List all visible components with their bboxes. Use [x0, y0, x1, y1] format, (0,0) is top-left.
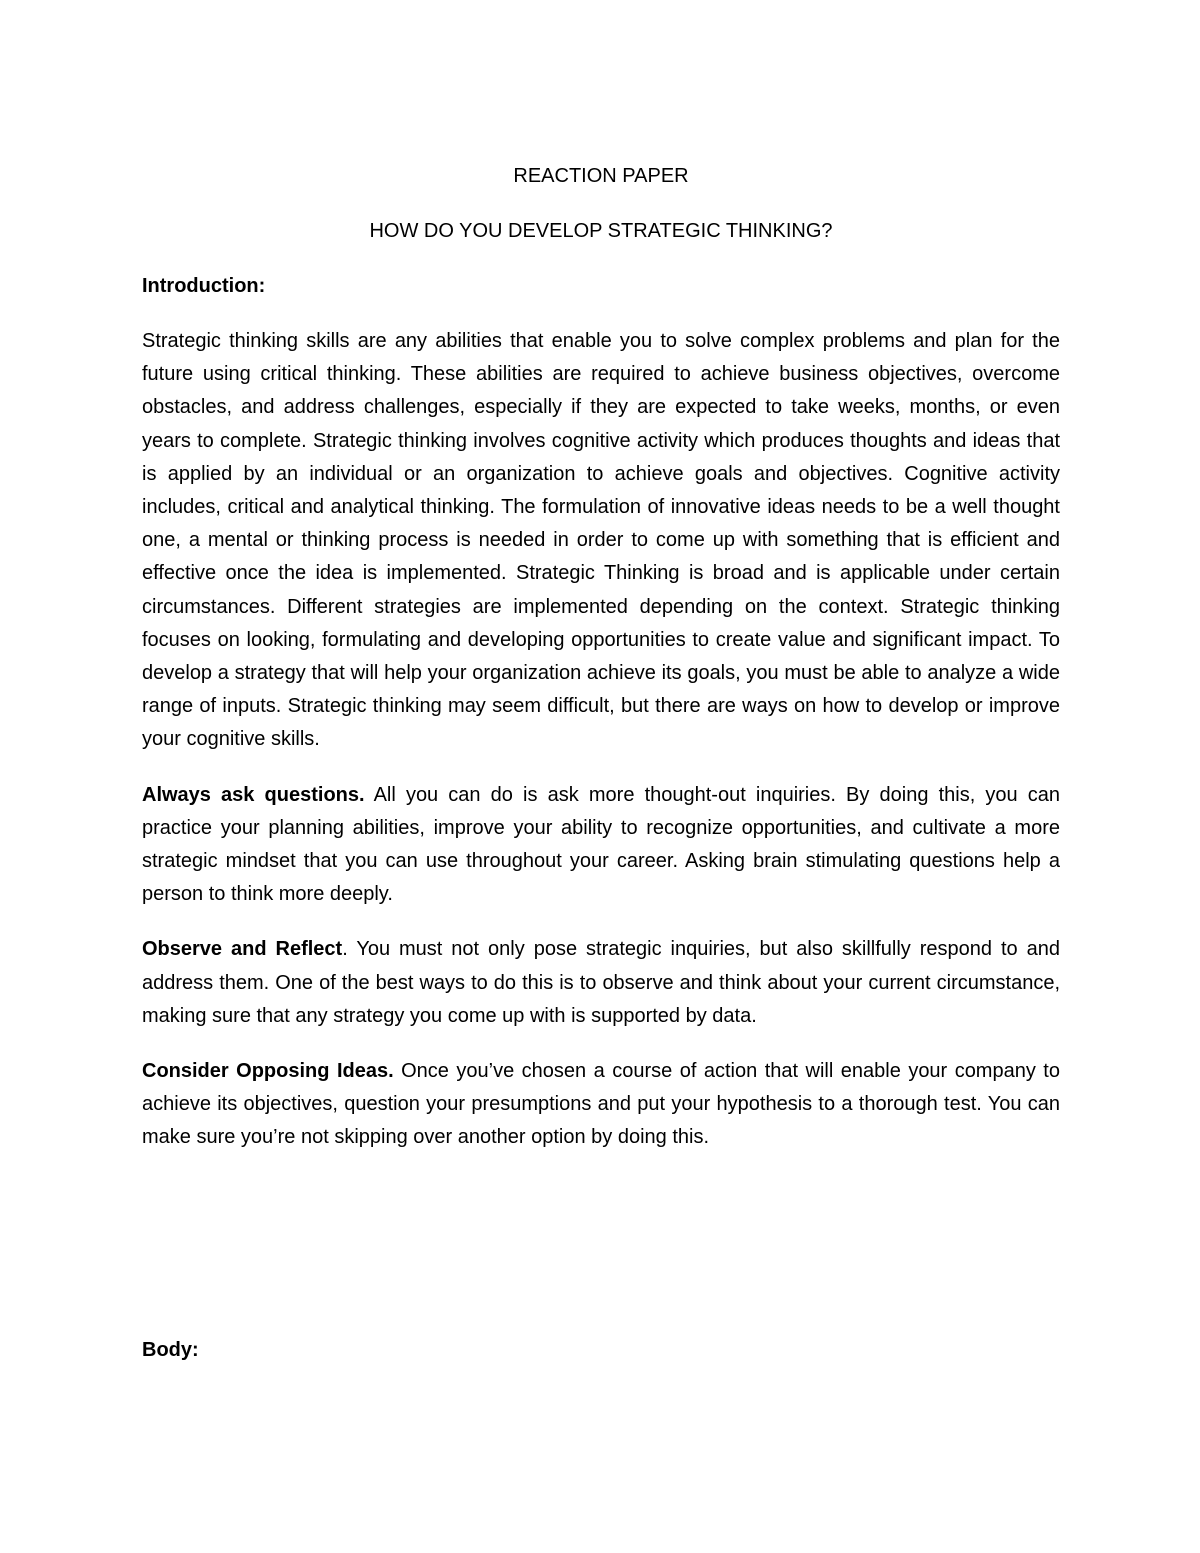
- body-label: Body:: [142, 1339, 199, 1361]
- section-text: . You must not only pose strategic inquiries, but also skillfully respond to and address them. One of the best ways to do this is to observe and think about your current circumstance, making sure that any strategy you come up with is supported by data.: [142, 938, 1060, 1027]
- document-title: REACTION PAPER: [513, 165, 689, 187]
- section-lead: Consider Opposing Ideas.: [142, 1060, 394, 1083]
- section-text: All you can do is ask more thought-out inquiries. By doing this, you can practice your planning abilities, improve your ability to recognize opportunities, and cultivate a more strategic mindset that you can use throughout your career. Asking brain stimulating questions help a person to think more deeply.: [142, 783, 1060, 906]
- section-paragraph-opposing-ideas: [142, 1055, 1060, 1155]
- introduction-label: Introduction:: [142, 275, 266, 297]
- document-content: [142, 160, 1060, 1155]
- section-lead: Always ask questions.: [142, 783, 365, 806]
- section-lead: Observe and Reflect: [142, 938, 343, 961]
- section-paragraph-observe-reflect: [142, 933, 1060, 1033]
- section-text: Once you’ve chosen a course of action that will enable your company to achieve its objectives, question your presumptions and put your hypothesis to a thorough test. You can make sure you’re not skipping over another option by doing this.: [142, 1060, 1060, 1149]
- document-subtitle: HOW DO YOU DEVELOP STRATEGIC THINKING?: [369, 220, 833, 242]
- section-paragraph-ask-questions: [142, 779, 1060, 912]
- intro-paragraph: Strategic thinking skills are any abilities that enable you to solve complex problems and plan for the future using critical thinking. These abilities are required to achieve business objectives, overcome obstacles, and address challenges, especially if they are expected to take weeks, months, or even years to complete. Strategic thinking involves cognitive activity which produces thoughts and ideas that is applied by an individual or an organization to achieve goals and objectives. Cognitive activity includes, critical and analytical thinking. The formulation of innovative ideas needs to be a well thought one, a mental or thinking process is needed in order to come up with something that is efficient and effective once the idea is implemented. Strategic Thinking is broad and is applicable under certain circumstances. Different strategies are implemented depending on the context. Strategic thinking focuses on looking, formulating and developing opportunities to create value and significant impact. To develop a strategy that will help your organization achieve its goals, you must be able to analyze a wide range of inputs. Strategic thinking may seem difficult, but there are ways on how to develop or improve your cognitive skills.: [142, 330, 1060, 751]
